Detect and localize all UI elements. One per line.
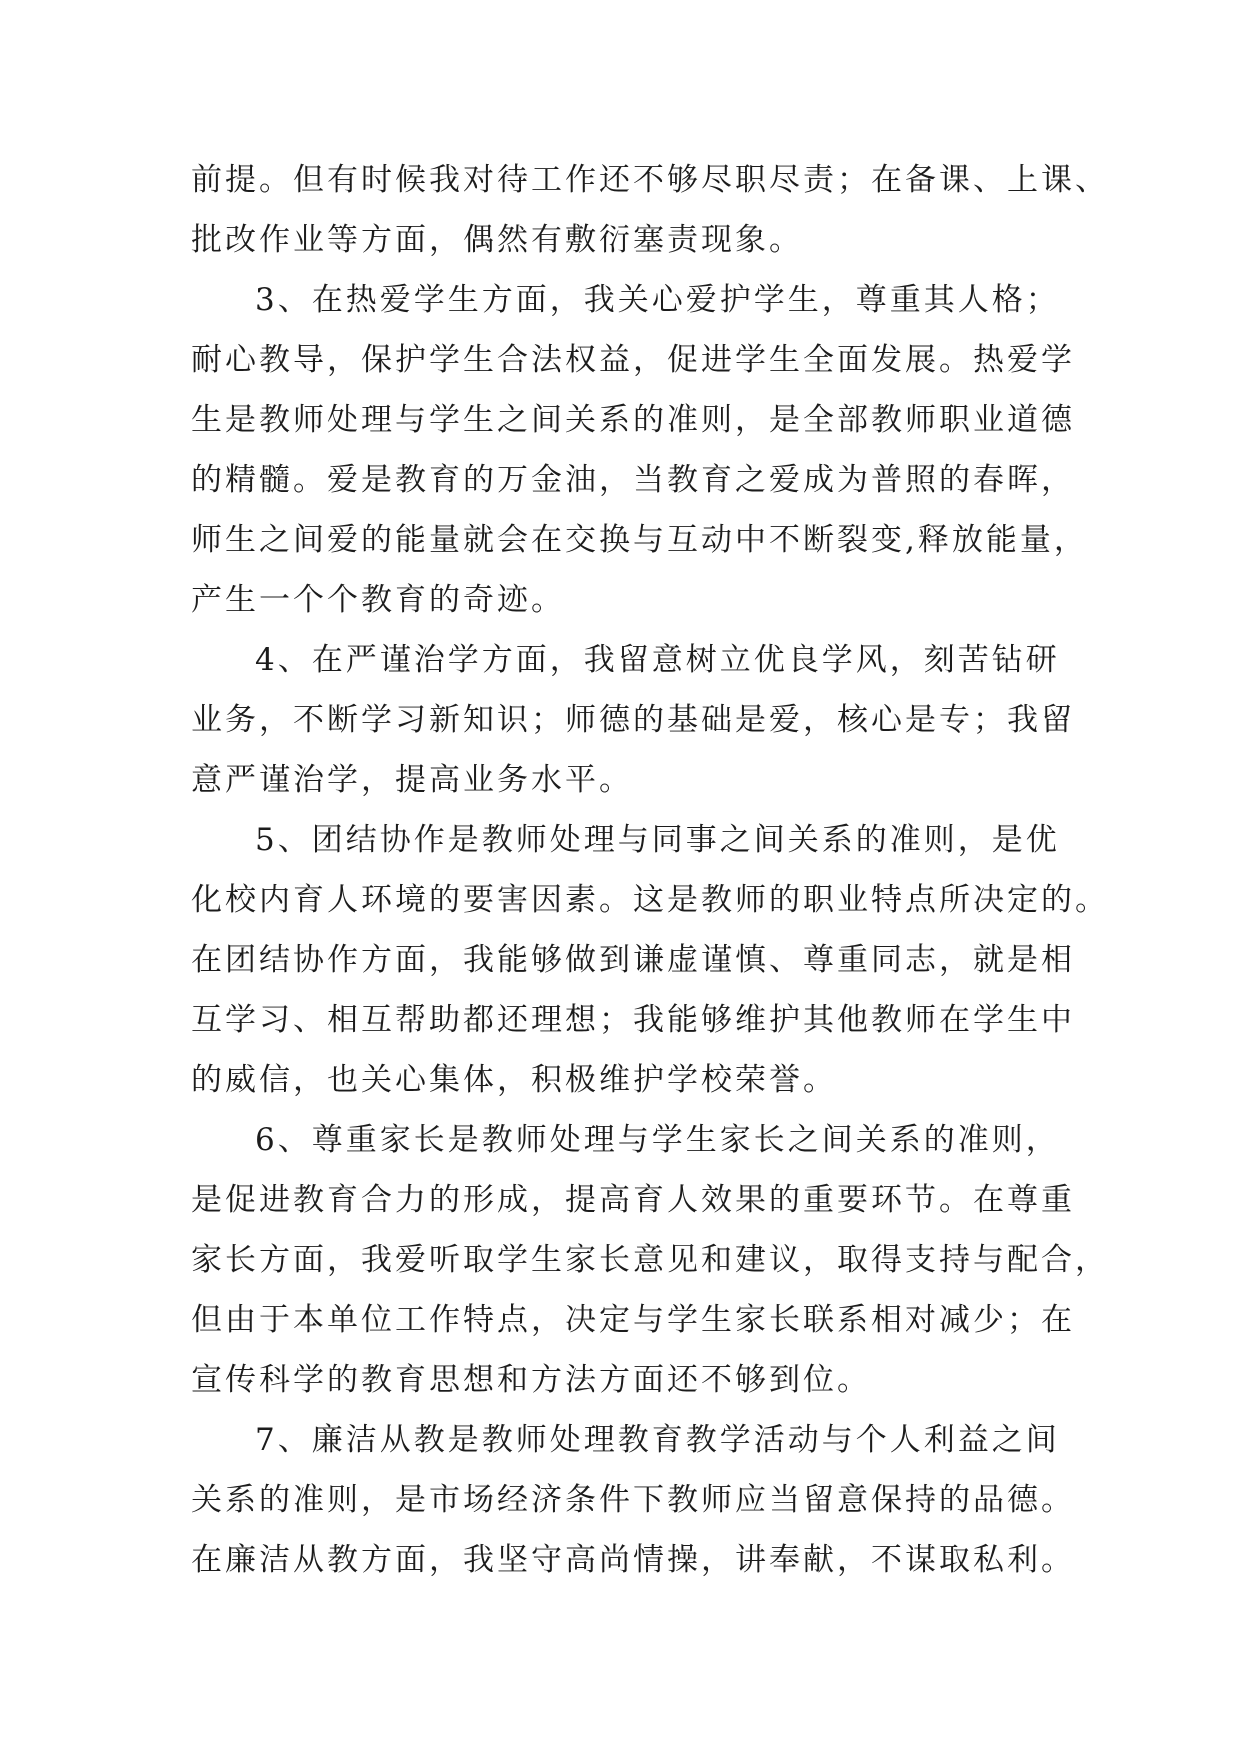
paragraph-start-line: 7、廉洁从教是教师处理教育教学活动与个人利益之间 — [255, 1422, 1060, 1458]
paragraph-start-line: 5、团结协作是教师处理与同事之间关系的准则，是优 — [255, 822, 1060, 858]
text-line: 前提。但有时候我对待工作还不够尽职尽责；在备课、上课、 — [191, 162, 1109, 198]
text-line: 意严谨治学，提高业务水平。 — [191, 762, 633, 798]
text-line: 产生一个个教育的奇迹。 — [191, 582, 565, 618]
text-line: 生是教师处理与学生之间关系的准则，是全部教师职业道德 — [191, 402, 1075, 438]
paragraph-start-line: 6、尊重家长是教师处理与学生家长之间关系的准则， — [255, 1122, 1060, 1158]
text-line: 但由于本单位工作特点，决定与学生家长联系相对减少；在 — [191, 1302, 1075, 1338]
text-line: 业务，不断学习新知识；师德的基础是爱，核心是专；我留 — [191, 702, 1075, 738]
body-text — [191, 150, 1109, 1590]
text-line: 的精髓。爱是教育的万金油，当教育之爱成为普照的春晖， — [191, 462, 1075, 498]
text-line: 关系的准则，是市场经济条件下教师应当留意保持的品德。 — [191, 1482, 1075, 1518]
text-line: 化校内育人环境的要害因素。这是教师的职业特点所决定的。 — [191, 882, 1109, 918]
text-line: 师生之间爱的能量就会在交换与互动中不断裂变,释放能量， — [191, 522, 1088, 558]
text-line: 互学习、相互帮助都还理想；我能够维护其他教师在学生中 — [191, 1002, 1075, 1038]
paragraph-start-line: 3、在热爱学生方面，我关心爱护学生，尊重其人格； — [255, 282, 1060, 318]
text-line: 家长方面，我爱听取学生家长意见和建议，取得支持与配合， — [191, 1242, 1109, 1278]
text-line: 耐心教导，保护学生合法权益，促进学生全面发展。热爱学 — [191, 342, 1075, 378]
text-line: 在团结协作方面，我能够做到谦虚谨慎、尊重同志，就是相 — [191, 942, 1075, 978]
paragraph-start-line: 4、在严谨治学方面，我留意树立优良学风，刻苦钻研 — [255, 642, 1060, 678]
text-line: 是促进教育合力的形成，提高育人效果的重要环节。在尊重 — [191, 1182, 1075, 1218]
text-line: 的威信，也关心集体，积极维护学校荣誉。 — [191, 1062, 837, 1098]
text-line: 批改作业等方面，偶然有敷衍塞责现象。 — [191, 222, 803, 258]
text-line: 宣传科学的教育思想和方法方面还不够到位。 — [191, 1362, 871, 1398]
text-line: 在廉洁从教方面，我坚守高尚情操，讲奉献，不谋取私利。 — [191, 1542, 1075, 1578]
